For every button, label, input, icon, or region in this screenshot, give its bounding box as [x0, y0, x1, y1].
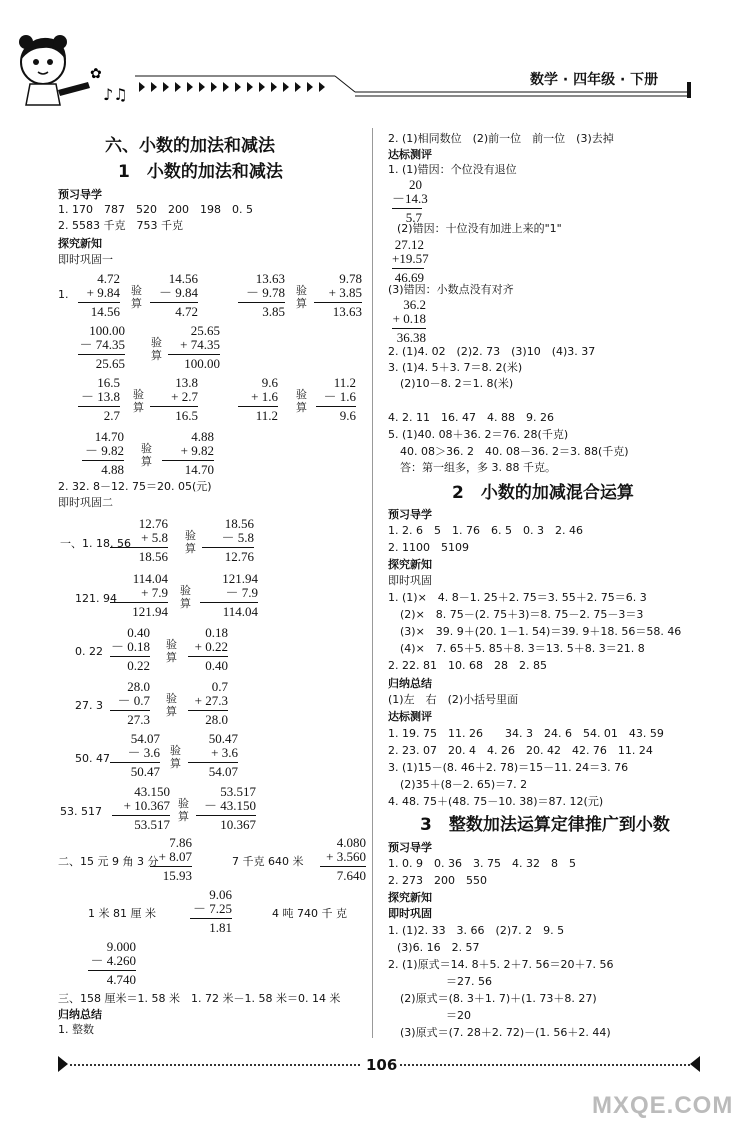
- result: 114.04: [222, 604, 258, 619]
- row-label: 4 吨 740 千 克: [272, 907, 347, 920]
- vertical-calculation: [392, 298, 426, 346]
- vertical-calculation: [200, 572, 258, 620]
- answer-line: 3. (1)4. 5＋3. 7＝8. 2(米): [388, 361, 523, 374]
- operand-top: 9.06: [209, 887, 232, 902]
- column-divider: [372, 128, 373, 1038]
- check-mark-label: 验: [133, 388, 144, 401]
- operand-bottom: － 4.260: [90, 953, 136, 968]
- vertical-calculation: [110, 680, 150, 728]
- result: 100.00: [184, 356, 220, 371]
- answer-line: (3)6. 16 2. 57: [397, 941, 480, 954]
- operand-bottom: － 7.25: [192, 901, 232, 916]
- vertical-calculation: [316, 376, 356, 424]
- row-label: 一、1. 18. 56: [60, 537, 131, 550]
- answer-line: 1. 整数: [58, 1023, 94, 1036]
- calc-rule: [78, 406, 120, 407]
- operand-bottom: +19.57: [392, 251, 429, 266]
- heading-guina: 归纳总结: [58, 1008, 102, 1021]
- answer-line: 4. 48. 75＋(48. 75－10. 38)＝87. 12(元): [388, 795, 604, 808]
- result: 121.94: [132, 604, 168, 619]
- vertical-calculation: [82, 430, 124, 478]
- answer-line: 2. 5583 千克 753 千克: [58, 219, 183, 232]
- operand-top: 114.04: [132, 571, 168, 586]
- operand-bottom: + 0.18: [392, 311, 426, 326]
- calc-rule: [110, 710, 150, 711]
- answer-line: 2. 32. 8－12. 75＝20. 05(元): [58, 480, 212, 493]
- result: 4.740: [106, 972, 136, 987]
- calc-rule: [82, 460, 124, 461]
- answer-line: (2)10－8. 2＝1. 8(米): [400, 377, 514, 390]
- row-label: 0. 22: [75, 645, 103, 658]
- operand-bottom: + 8.07: [158, 849, 192, 864]
- answer-line: (3)错因：小数点没有对齐: [388, 283, 514, 296]
- answer-line: 3. (1)15－(8. 46＋2. 78)＝15－11. 24＝3. 76: [388, 761, 629, 774]
- check-mark-label: 算: [185, 542, 196, 555]
- check-mark-label: 验: [178, 797, 189, 810]
- operand-top: 9.6: [261, 375, 278, 390]
- row-label: 二、15 元 9 角 3 分: [58, 855, 159, 868]
- operand-bottom: － 0.18: [110, 639, 150, 654]
- operand-top: 4.080: [336, 835, 366, 850]
- answer-line: 40. 08＞36. 2 40. 08－36. 2＝3. 88(千克): [400, 445, 629, 458]
- heading-guina: 归纳总结: [388, 677, 432, 690]
- calc-rule: [316, 406, 356, 407]
- result: 3.85: [262, 304, 285, 319]
- heading-dabiao: 达标测评: [388, 710, 432, 723]
- result: 4.72: [175, 304, 198, 319]
- vertical-calculation: [392, 237, 429, 286]
- calc-rule: [110, 762, 160, 763]
- result: 16.5: [175, 408, 198, 423]
- calc-rule: [392, 268, 424, 269]
- operand-top: 28.0: [127, 679, 150, 694]
- vertical-calculation: [78, 324, 125, 372]
- operand-top: 13.8: [175, 375, 198, 390]
- operand-bottom: + 0.22: [194, 639, 228, 654]
- operand-top: 27.12: [394, 237, 424, 252]
- calc-rule: [320, 866, 366, 867]
- footer-dotted-line-right: [400, 1064, 690, 1066]
- operand-bottom: － 3.6: [127, 745, 160, 760]
- operand-bottom: + 3.560: [326, 849, 366, 864]
- result: 50.47: [130, 764, 160, 779]
- operand-bottom: － 0.7: [117, 693, 150, 708]
- calc-rule: [392, 328, 426, 329]
- row-label: 1 米 81 厘 米: [88, 907, 156, 920]
- operand-top: 9.000: [106, 939, 136, 954]
- check-mark-label: 算: [166, 651, 177, 664]
- operand-top: 12.76: [138, 516, 168, 531]
- operand-top: 43.150: [134, 784, 170, 799]
- section-title-2: 2 小数的加减混合运算: [452, 483, 634, 503]
- vertical-calculation: [78, 376, 120, 424]
- check-mark-label: 算: [178, 810, 189, 823]
- operand-top: 100.00: [89, 323, 125, 338]
- calc-rule: [162, 460, 214, 461]
- calc-rule: [112, 815, 170, 816]
- answer-line: 三、158 厘米＝1. 58 米 1. 72 米－1. 58 米＝0. 14 米: [58, 992, 341, 1005]
- heading-tanjiu: 探究新知: [58, 237, 102, 250]
- check-mark-label: 验: [180, 584, 191, 597]
- operand-top: 13.63: [255, 271, 285, 286]
- page-footer: [0, 1040, 750, 1080]
- svg-text:✿: ✿: [90, 66, 102, 82]
- operand-top: 0.40: [127, 625, 150, 640]
- calc-rule: [188, 762, 238, 763]
- calc-rule: [314, 302, 362, 303]
- result: 27.3: [127, 712, 150, 727]
- operand-top: 18.56: [224, 516, 254, 531]
- svg-text:♪♫: ♪♫: [103, 85, 128, 104]
- operand-top: 14.70: [94, 429, 124, 444]
- calc-rule: [188, 710, 228, 711]
- operand-top: 54.07: [130, 731, 160, 746]
- operand-top: 36.2: [403, 297, 426, 312]
- vertical-calculation: [392, 177, 428, 226]
- answer-line: (4)× 7. 65＋5. 85＋8. 3＝13. 5＋8. 3＝21. 8: [400, 642, 645, 655]
- operand-top: 7.86: [169, 835, 192, 850]
- calc-rule: [88, 970, 136, 971]
- vertical-calculation: [168, 324, 220, 372]
- vertical-calculation: [188, 732, 238, 780]
- heading-jishi: 即时巩固二: [58, 496, 113, 509]
- operand-bottom: + 3.6: [211, 745, 238, 760]
- answer-line: 1. (1)错因：个位没有退位: [388, 163, 517, 176]
- check-mark-label: 算: [180, 597, 191, 610]
- result: 15.93: [162, 868, 192, 883]
- check-mark-label: 算: [151, 349, 162, 362]
- operand-top: 53.517: [220, 784, 256, 799]
- check-mark-label: 验: [166, 638, 177, 651]
- answer-line: 1. (1)2. 33 3. 66 (2)7. 2 9. 5: [388, 924, 565, 937]
- calc-rule: [238, 406, 278, 407]
- calc-rule: [392, 208, 422, 209]
- watermark: MXQE.COM: [592, 1092, 734, 1119]
- operand-top: 25.65: [190, 323, 220, 338]
- check-mark-label: 算: [166, 705, 177, 718]
- answer-line: 2. (1)原式＝14. 8＋5. 2＋7. 56＝20＋7. 56: [388, 958, 614, 971]
- cartoon-girl-illustration: [8, 30, 138, 110]
- check-mark-label: 验: [166, 692, 177, 705]
- row-label: 53. 517: [60, 805, 102, 818]
- heading-yuxi: 预习导学: [388, 841, 432, 854]
- operand-bottom: －14.3: [392, 191, 428, 206]
- operand-top: 0.7: [211, 679, 228, 694]
- answer-line: (3)原式＝(7. 28＋2. 72)－(1. 56＋2. 44): [400, 1026, 611, 1039]
- result: 28.0: [205, 712, 228, 727]
- operand-bottom: － 13.8: [80, 389, 120, 404]
- check-mark-label: 算: [141, 455, 152, 468]
- operand-bottom: + 1.6: [251, 389, 278, 404]
- operand-bottom: + 10.367: [123, 798, 170, 813]
- answer-line: 2. 23. 07 20. 4 4. 26 20. 42 42. 76 11. 24: [388, 744, 653, 757]
- section-title-3: 3 整数加法运算定律推广到小数: [420, 815, 670, 835]
- answer-line: 2. 273 200 550: [388, 874, 487, 887]
- operand-top: 121.94: [222, 571, 258, 586]
- row-label: 121. 94: [75, 592, 117, 605]
- check-mark-label: 验: [141, 442, 152, 455]
- calc-rule: [202, 547, 254, 548]
- operand-bottom: + 9.82: [180, 443, 214, 458]
- result: 11.2: [255, 408, 278, 423]
- result: 0.40: [205, 658, 228, 673]
- check-mark-label: 算: [170, 757, 181, 770]
- operand-top: 9.78: [339, 271, 362, 286]
- calc-rule: [238, 302, 285, 303]
- answer-line: 1. 2. 6 5 1. 76 6. 5 0. 3 2. 46: [388, 524, 583, 537]
- check-mark-label: 验: [296, 284, 307, 297]
- page-number: 106: [366, 1056, 398, 1074]
- check-mark-label: 算: [296, 297, 307, 310]
- footer-arrow-left-icon: [58, 1056, 68, 1072]
- calc-rule: [196, 815, 256, 816]
- check-mark-label: 验: [131, 284, 142, 297]
- answer-line: 1. 170 787 520 200 198 0. 5: [58, 203, 253, 216]
- chapter-title: 六、小数的加法和减法: [105, 136, 275, 156]
- check-mark-label: 验: [151, 336, 162, 349]
- row-label: 27. 3: [75, 699, 103, 712]
- operand-top: 50.47: [208, 731, 238, 746]
- calc-rule: [110, 656, 150, 657]
- page-header: [0, 0, 750, 110]
- operand-top: 4.72: [97, 271, 120, 286]
- heading-yuxi: 预习导学: [388, 508, 432, 521]
- vertical-calculation: [238, 272, 285, 320]
- calc-rule: [110, 602, 168, 603]
- operand-bottom: + 3.85: [328, 285, 362, 300]
- operand-bottom: + 27.3: [194, 693, 228, 708]
- calc-rule: [150, 406, 198, 407]
- vertical-calculation: [314, 272, 362, 320]
- heading-tanjiu: 探究新知: [388, 891, 432, 904]
- section-title-1: 1 小数的加法和减法: [118, 162, 283, 182]
- calc-rule: [78, 302, 120, 303]
- operand-top: 4.88: [191, 429, 214, 444]
- answer-line: 2. (1)4. 02 (2)2. 73 (3)10 (4)3. 37: [388, 345, 596, 358]
- result: 14.70: [184, 462, 214, 477]
- answer-line: (2)35＋(8－2. 65)＝7. 2: [400, 778, 528, 791]
- calc-rule: [188, 656, 228, 657]
- vertical-calculation: [162, 430, 214, 478]
- vertical-calculation: [150, 376, 198, 424]
- heading-jishi: 即时巩固: [388, 574, 432, 587]
- vertical-calculation: [238, 376, 278, 424]
- result: 10.367: [220, 817, 256, 832]
- answer-line: (1)左 右 (2)小括号里面: [388, 693, 519, 706]
- heading-yuxi: 预习导学: [58, 188, 102, 201]
- answer-line: (3)× 39. 9＋(20. 1－1. 54)＝39. 9＋18. 56＝58. 46: [400, 625, 682, 638]
- result: 14.56: [90, 304, 120, 319]
- row-label: 50. 47: [75, 752, 110, 765]
- result: 18.56: [138, 549, 168, 564]
- answer-line: (2)错因：十位没有加进上来的"1": [397, 222, 562, 235]
- vertical-calculation: [78, 272, 120, 320]
- heading-jishi: 即时巩固: [388, 907, 432, 920]
- answer-line: 5. (1)40. 08＋36. 2＝76. 28(千克): [388, 428, 569, 441]
- operand-top: 16.5: [97, 375, 120, 390]
- calc-rule: [78, 354, 125, 355]
- operand-bottom: － 5.8: [221, 530, 254, 545]
- operand-bottom: － 1.6: [323, 389, 356, 404]
- calc-rule: [150, 302, 198, 303]
- header-subject: 数学 · 四年级 · 下册: [530, 72, 659, 88]
- operand-top: 20: [409, 177, 422, 192]
- operand-bottom: － 43.150: [203, 798, 256, 813]
- answer-line: 答：第一组多，多 3. 88 千克。: [400, 461, 556, 474]
- vertical-calculation: [320, 836, 366, 884]
- heading-dabiao: 达标测评: [388, 148, 432, 161]
- vertical-calculation: [188, 680, 228, 728]
- answer-line: 1. 0. 9 0. 36 3. 75 4. 32 8 5: [388, 857, 576, 870]
- operand-bottom: － 9.82: [84, 443, 124, 458]
- result: 1.81: [209, 920, 232, 935]
- vertical-calculation: [190, 888, 232, 936]
- result: 46.69: [394, 270, 424, 285]
- answer-line: (2)× 8. 75－(2. 75＋3)＝8. 75－2. 75－3＝3: [400, 608, 644, 621]
- operand-top: 11.2: [333, 375, 356, 390]
- result: 25.65: [95, 356, 125, 371]
- result: 2.7: [103, 408, 120, 423]
- vertical-calculation: [150, 272, 198, 320]
- vertical-calculation: [112, 785, 170, 833]
- result: 7.640: [336, 868, 366, 883]
- answer-line: 2. 22. 81 10. 68 28 2. 85: [388, 659, 547, 672]
- footer-arrow-right-icon: [690, 1056, 700, 1072]
- vertical-calculation: [188, 626, 228, 674]
- result: 0.22: [127, 658, 150, 673]
- calc-rule: [190, 918, 232, 919]
- check-mark-label: 算: [133, 401, 144, 414]
- operand-bottom: + 74.35: [180, 337, 220, 352]
- answer-line: 4. 2. 11 16. 47 4. 88 9. 26: [388, 411, 554, 424]
- operand-top: 0.18: [205, 625, 228, 640]
- operand-bottom: － 74.35: [79, 337, 125, 352]
- vertical-calculation: [88, 940, 136, 988]
- check-mark-label: 算: [131, 297, 142, 310]
- vertical-calculation: [110, 732, 160, 780]
- operand-bottom: + 2.7: [171, 389, 198, 404]
- answer-line: 1. 19. 75 11. 26 34. 3 24. 6 54. 01 43. 59: [388, 727, 664, 740]
- result: 13.63: [332, 304, 362, 319]
- result: 4.88: [101, 462, 124, 477]
- operand-bottom: + 9.84: [86, 285, 120, 300]
- vertical-calculation: [110, 626, 150, 674]
- operand-bottom: － 9.84: [158, 285, 198, 300]
- result: 5.7: [405, 210, 422, 225]
- check-mark-label: 验: [185, 529, 196, 542]
- answer-line: (2)原式＝(8. 3＋1. 7)＋(1. 73＋8. 27): [400, 992, 597, 1005]
- operand-bottom: － 7.9: [225, 585, 258, 600]
- operand-bottom: + 5.8: [141, 530, 168, 545]
- result: 36.38: [396, 330, 426, 345]
- check-mark-label: 验: [170, 744, 181, 757]
- operand-top: 14.56: [168, 271, 198, 286]
- operand-bottom: + 7.9: [141, 585, 168, 600]
- heading-jishi: 即时巩固一: [58, 253, 113, 266]
- answer-line: 2. (1)相同数位 (2)前一位 前一位 (3)去掉: [388, 132, 614, 145]
- calc-rule: [168, 354, 220, 355]
- question-number: 1.: [58, 288, 69, 301]
- vertical-calculation: [196, 785, 256, 833]
- result: 12.76: [224, 549, 254, 564]
- result: 53.517: [134, 817, 170, 832]
- footer-dotted-line-left: [70, 1064, 360, 1066]
- operand-bottom: － 9.78: [245, 285, 285, 300]
- row-label: 7 千克 640 米: [232, 855, 304, 868]
- answer-line: 1. (1)× 4. 8－1. 25＋2. 75＝3. 55＋2. 75＝6. 3: [388, 591, 647, 604]
- result: 54.07: [208, 764, 238, 779]
- check-mark-label: 验: [296, 388, 307, 401]
- answer-line: ＝27. 56: [446, 975, 492, 988]
- vertical-calculation: [202, 517, 254, 565]
- vertical-calculation: [110, 572, 168, 620]
- answer-line: 2. 1100 5109: [388, 541, 469, 554]
- heading-tanjiu: 探究新知: [388, 558, 432, 571]
- check-mark-label: 算: [296, 401, 307, 414]
- answer-line: ＝20: [446, 1009, 471, 1022]
- calc-rule: [200, 602, 258, 603]
- result: 9.6: [339, 408, 356, 423]
